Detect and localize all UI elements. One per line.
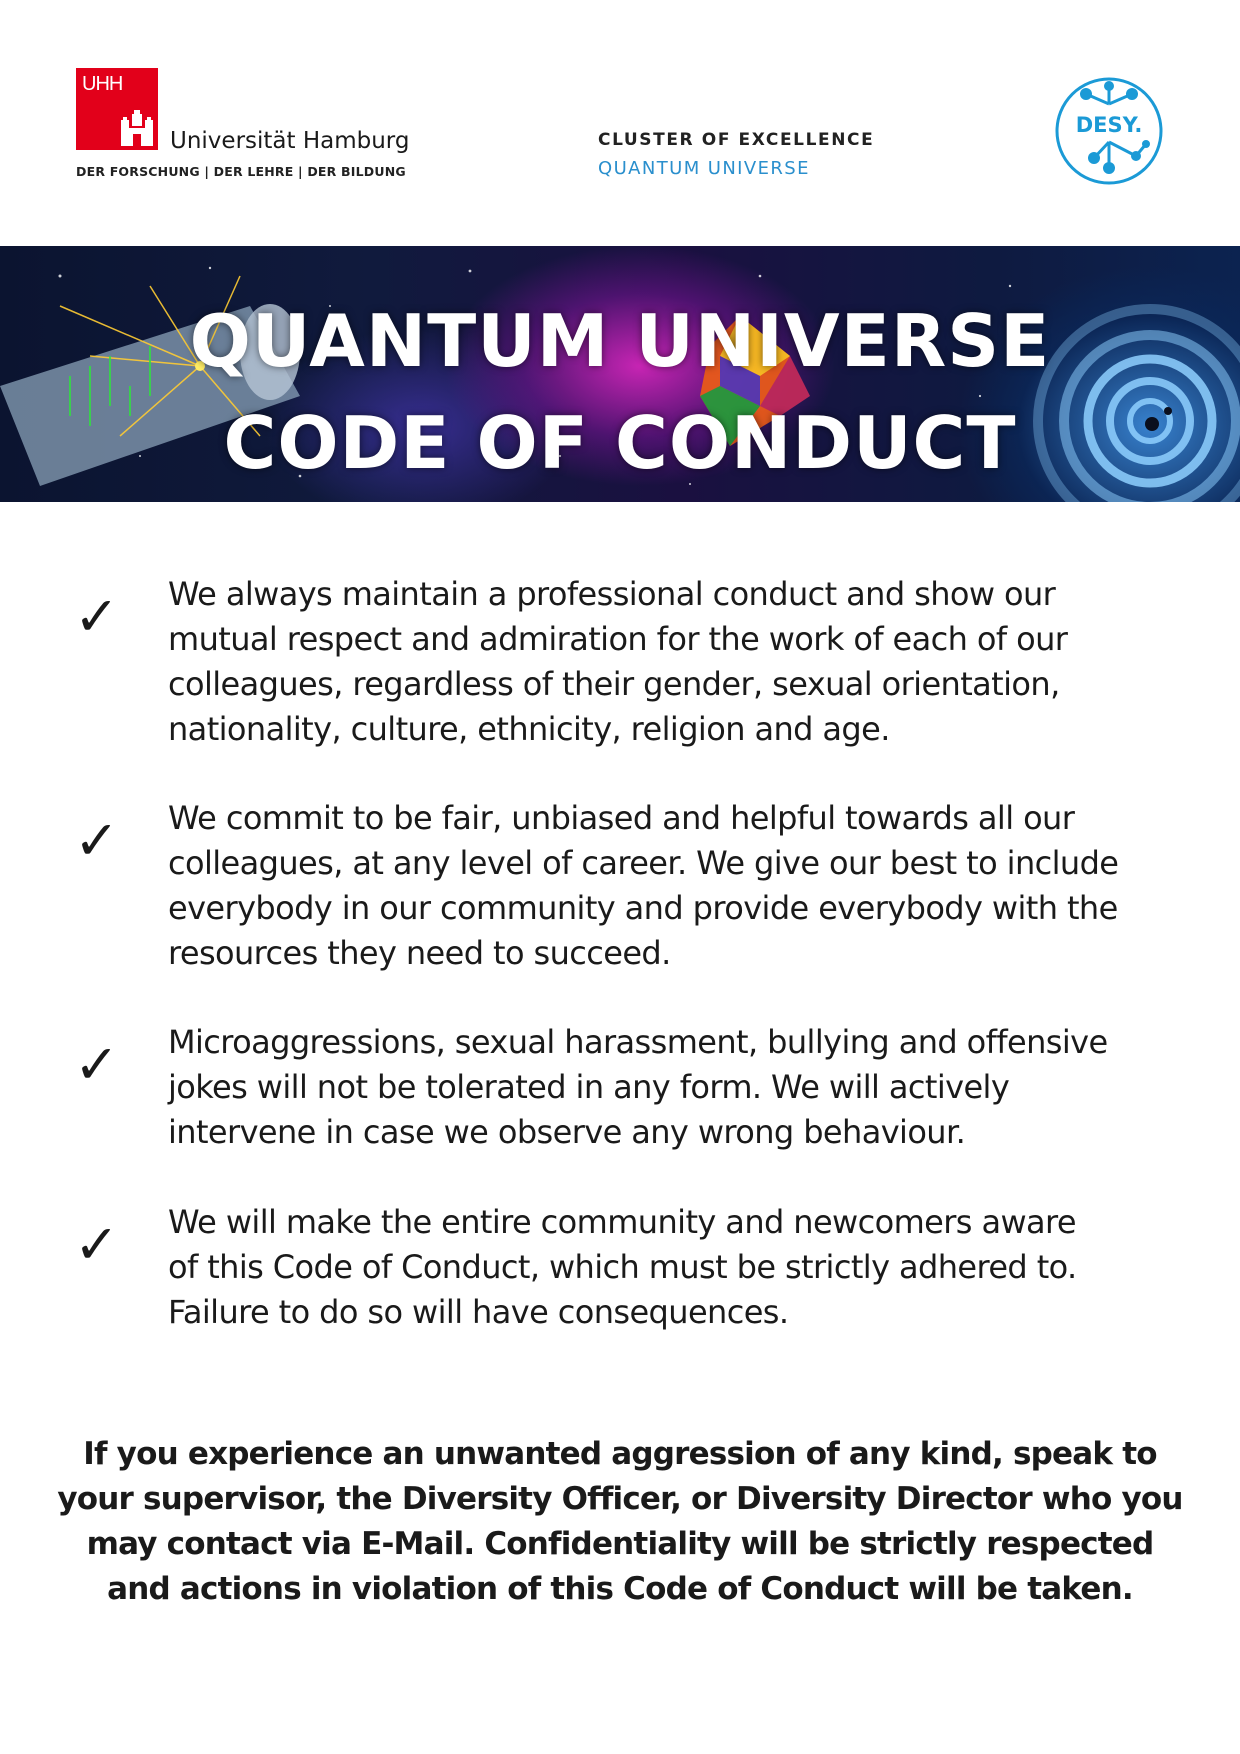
text-line: colleagues, at any level of career. We give our best to include	[168, 844, 1119, 882]
desy-logo	[1054, 76, 1164, 186]
item-text	[168, 572, 1178, 752]
text-line: We always maintain a professional conduct and show our	[168, 575, 1056, 613]
check-icon: ✓	[74, 585, 120, 648]
item-text	[168, 796, 1178, 976]
title-banner	[0, 246, 1240, 502]
cluster-line-1: CLUSTER OF EXCELLENCE	[598, 130, 875, 150]
cluster-line-2: QUANTUM UNIVERSE	[598, 158, 810, 179]
notice-line: your supervisor, the Diversity Officer, or Diversity Director who you	[57, 1481, 1183, 1517]
check-icon: ✓	[74, 809, 120, 872]
uhh-logo-box	[76, 68, 158, 150]
title-line-2: CODE OF CONDUCT	[223, 401, 1017, 485]
item-text	[168, 1020, 1178, 1155]
contact-notice	[40, 1432, 1200, 1612]
notice-line: and actions in violation of this Code of Conduct will be taken.	[107, 1571, 1133, 1607]
desy-text: DESY.	[1075, 113, 1143, 137]
text-line: resources they need to succeed.	[168, 934, 671, 972]
uhh-name: Universität Hamburg	[170, 128, 410, 154]
text-line: Failure to do so will have consequences.	[168, 1293, 789, 1331]
text-line: We will make the entire community and newcomers aware	[168, 1203, 1076, 1241]
banner-title	[0, 290, 1240, 494]
text-line: intervene in case we observe any wrong behaviour.	[168, 1113, 966, 1151]
title-line-1: QUANTUM UNIVERSE	[189, 299, 1051, 383]
text-line: everybody in our community and provide everybody with the	[168, 889, 1118, 927]
text-line: jokes will not be tolerated in any form. We will actively	[168, 1068, 1010, 1106]
item-text	[168, 1200, 1178, 1335]
uhh-abbr: UHH	[82, 73, 123, 95]
universitaet-hamburg-logo	[76, 68, 416, 188]
cluster-of-excellence-label	[598, 130, 874, 179]
text-line: Microaggressions, sexual harassment, bullying and offensive	[168, 1023, 1108, 1061]
text-line: of this Code of Conduct, which must be strictly adhered to.	[168, 1248, 1077, 1286]
check-icon: ✓	[74, 1213, 120, 1276]
check-icon: ✓	[74, 1033, 120, 1096]
text-line: nationality, culture, ethnicity, religion and age.	[168, 710, 890, 748]
uhh-tagline: DER FORSCHUNG | DER LEHRE | DER BILDUNG	[76, 164, 406, 179]
notice-line: may contact via E-Mail. Confidentiality will be strictly respected	[86, 1526, 1154, 1562]
text-line: mutual respect and admiration for the work of each of our	[168, 620, 1068, 658]
notice-line: If you experience an unwanted aggression of any kind, speak to	[83, 1436, 1157, 1472]
text-line: colleagues, regardless of their gender, sexual orientation,	[168, 665, 1060, 703]
hamburg-castle-icon	[120, 110, 154, 146]
text-line: We commit to be fair, unbiased and helpful towards all our	[168, 799, 1075, 837]
